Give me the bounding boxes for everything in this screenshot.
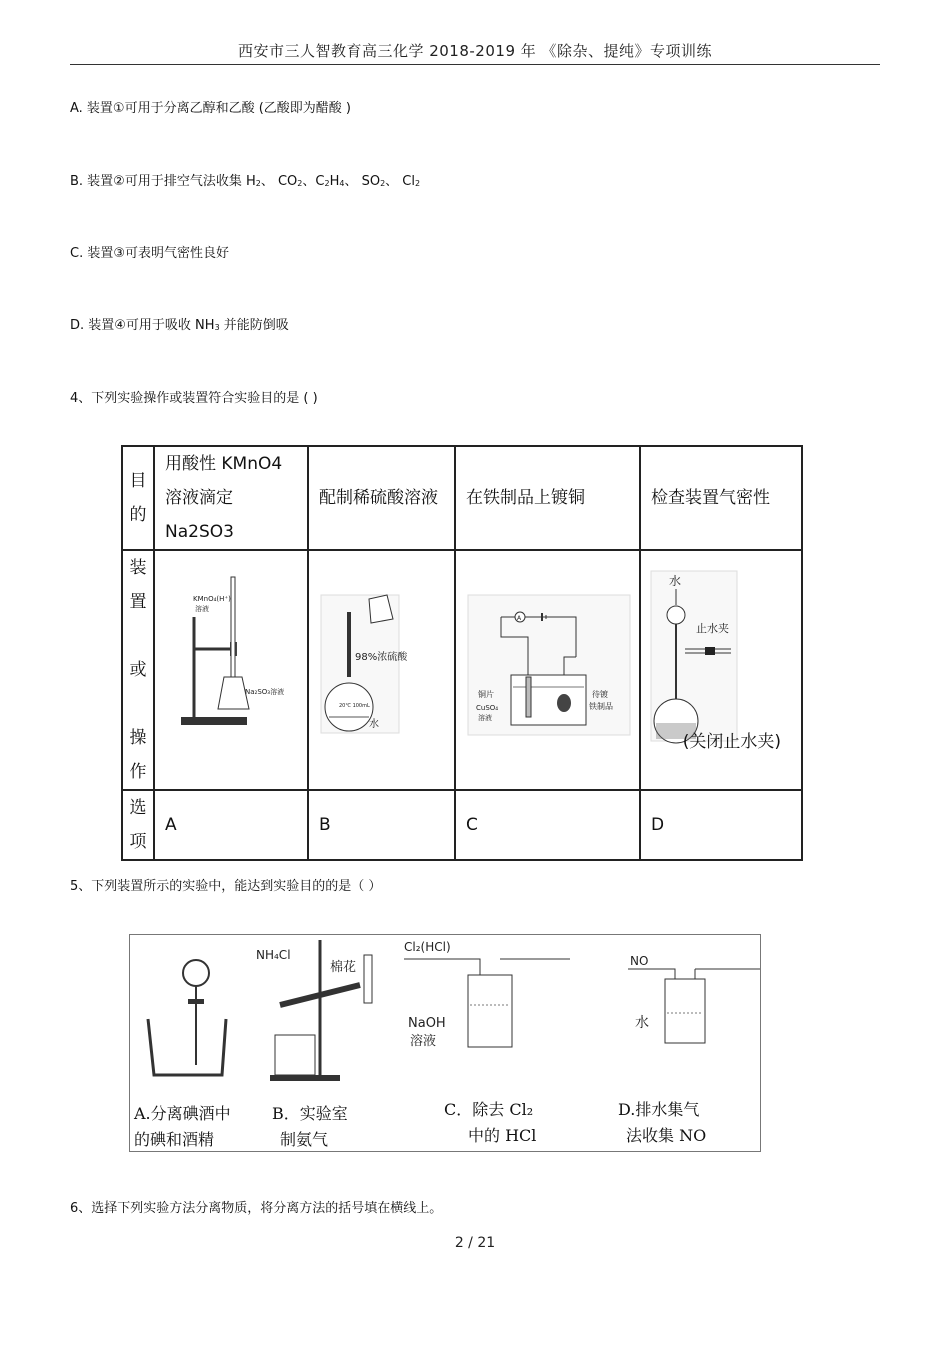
option-b-cell: B xyxy=(308,790,455,860)
caption-c-line-2: 中的 HCl xyxy=(468,1126,537,1145)
fig-b-label-1: 98%浓硫酸 xyxy=(355,651,408,663)
fig-c-label-3: 溶液 xyxy=(478,713,492,722)
fig-d-label-1: 水 xyxy=(669,573,682,588)
caption-b-line-2: 制氨气 xyxy=(280,1130,329,1149)
fig-b-flask-label: 20℃ 100mL xyxy=(339,702,370,709)
option-d-text: D. 装置④可用于吸收 NH xyxy=(70,318,215,333)
q5-label-water: 水 xyxy=(635,1015,649,1031)
q5-label-nh4cl: NH₄Cl xyxy=(256,948,291,962)
sub-text: 2 xyxy=(297,179,303,188)
stand-base xyxy=(181,717,247,725)
sub-text: 2 xyxy=(380,179,386,188)
row-label-device: 装 置 或 操 作 xyxy=(122,550,154,790)
caption-d-line-2: 法收集 NO xyxy=(626,1126,707,1145)
purpose-a: 用酸性 KMnO4 溶液滴定 Na2SO3 xyxy=(154,446,308,550)
caption-c-line-1: C．除去 Cl₂ xyxy=(444,1100,534,1119)
formula-text: 、C xyxy=(302,174,325,189)
caption-c xyxy=(444,1097,536,1149)
option-b-text: B. 装置②可用于排空气法收集 H xyxy=(70,174,256,189)
washing-bottle-c xyxy=(468,975,512,1047)
option-d xyxy=(70,314,289,333)
iron-object xyxy=(557,694,571,712)
fig-c-label-1: 铜片 xyxy=(478,689,494,699)
formula-text: 、 CO xyxy=(260,174,298,189)
q5-label-naoh: NaOH xyxy=(408,1016,446,1031)
caption-a-line-2: 的碘和酒精 xyxy=(134,1130,215,1149)
page-number: 2 / 21 xyxy=(454,1235,496,1251)
burette xyxy=(231,577,235,687)
fig-b-label-2: 水 xyxy=(369,718,379,730)
copper-plate xyxy=(526,677,531,717)
figure-a-cell xyxy=(154,550,308,790)
beaker xyxy=(148,1019,226,1075)
question-6-stem: 6、选择下列实验方法分离物质，将分离方法的括号填在横线上。 xyxy=(70,1201,443,1216)
option-c-cell: C xyxy=(455,790,640,860)
purpose-c: 在铁制品上镀铜 xyxy=(455,446,640,550)
caption-a-line-1: A.分离碘酒中 xyxy=(134,1104,231,1123)
row-label-option: 选 项 xyxy=(122,790,154,860)
titration-figure xyxy=(155,557,307,772)
purpose-b: 配制稀硫酸溶液 xyxy=(308,446,455,550)
question-5-figure xyxy=(129,934,761,1152)
funnel-bulb xyxy=(183,960,209,986)
question-5-stem: 5、下列装置所示的实验中，能达到实验目的的是（ ） xyxy=(70,879,382,894)
separatory-funnel xyxy=(667,606,685,624)
pinch-clamp xyxy=(705,647,715,655)
page-header: 西安市三人智教育高三化学 2018-2019 年 《除杂、提纯》专项训练 xyxy=(237,42,713,60)
question-4-table xyxy=(121,445,803,861)
q5-label-cl2hcl: Cl₂(HCl) xyxy=(404,940,451,954)
sub-text: 3 xyxy=(214,323,220,332)
caption-a xyxy=(134,1101,231,1153)
fig-c-label-5: 铁制品 xyxy=(589,701,613,711)
fig-c-label-4: 待镀 xyxy=(592,689,608,699)
sub-text: 2 xyxy=(255,179,261,188)
fig-a-label-1: KMnO₄(H⁺) xyxy=(193,594,231,603)
row-label-purpose: 目 的 xyxy=(122,446,154,550)
fig-d-label-2: 止水夹 xyxy=(696,621,729,635)
formula-text: 、 SO xyxy=(344,174,381,189)
purpose-d: 检查装置气密性 xyxy=(640,446,802,550)
collecting-tube xyxy=(364,955,372,1003)
plating-bath xyxy=(511,675,586,725)
formula-text: H xyxy=(329,174,340,189)
fig-d-note: (关闭止水夹) xyxy=(682,731,781,752)
sub-text: 2 xyxy=(414,179,421,188)
option-d-rest: 并能防倒吸 xyxy=(219,318,289,333)
option-a: A. 装置①可用于分离乙醇和乙酸 (乙酸即为醋酸 ) xyxy=(70,101,351,116)
question-4-stem: 4、下列实验操作或装置符合实验目的是 ( ) xyxy=(70,391,318,406)
q5-label-no: NO xyxy=(630,954,649,968)
caption-d xyxy=(618,1097,706,1149)
figure-d-cell xyxy=(640,550,802,790)
caption-b-line-1: B．实验室 xyxy=(272,1104,348,1123)
q5-label-solution: 溶液 xyxy=(410,1034,437,1049)
fig-a-label-3: Na₂SO₃溶液 xyxy=(245,687,285,696)
option-b xyxy=(70,170,420,189)
figure-b-cell xyxy=(308,550,455,790)
alcohol-lamp xyxy=(275,1035,315,1075)
sub-text: 4 xyxy=(339,179,345,188)
header-rule xyxy=(70,64,880,65)
washing-bottle-d xyxy=(665,979,705,1043)
q5-label-cotton: 棉花 xyxy=(330,960,357,975)
electroplating-figure xyxy=(456,557,639,772)
sub-text: 2 xyxy=(324,179,330,188)
formula-text: 、 Cl xyxy=(385,174,415,189)
option-a-cell: A xyxy=(154,790,308,860)
caption-b xyxy=(272,1101,348,1153)
dilution-figure xyxy=(309,557,454,772)
fig-a-label-2: 溶液 xyxy=(195,604,209,613)
figure-c-cell xyxy=(455,550,640,790)
fig-c-label-2: CuSO₄ xyxy=(476,703,499,712)
option-c: C. 装置③可表明气密性良好 xyxy=(70,246,229,261)
caption-d-line-1: D.排水集气 xyxy=(618,1100,700,1119)
fig-c-meter: A xyxy=(517,614,522,622)
option-d-cell: D xyxy=(640,790,802,860)
